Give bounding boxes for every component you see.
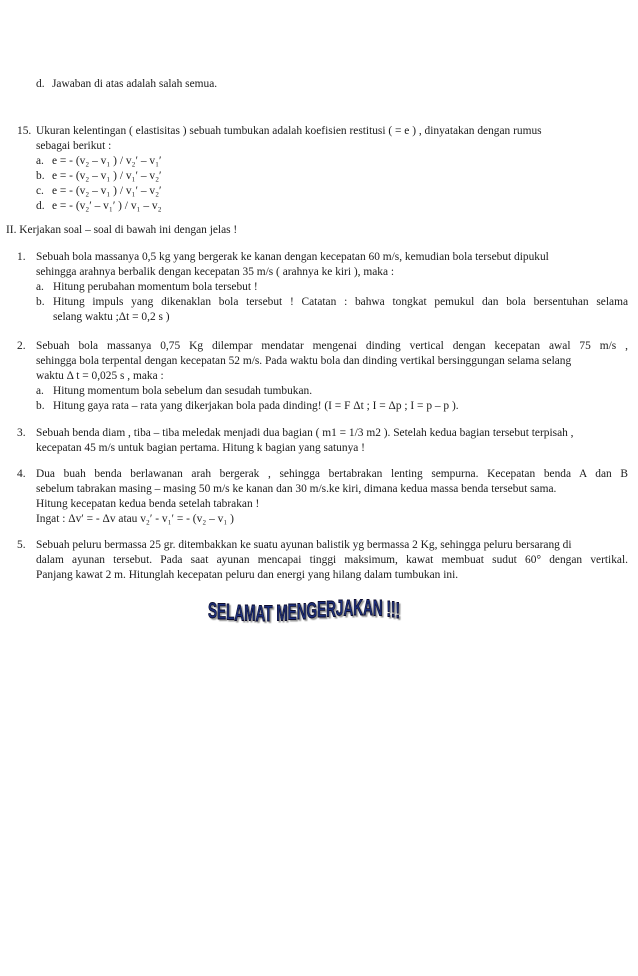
sub-question-text: selang waktu ;Δt = 0,2 s ): [53, 311, 170, 323]
option-formula: e = - (v₂ – v₁ ) / v₁′ – v₂′: [52, 170, 162, 182]
question-number: 1.: [17, 251, 26, 263]
option-letter: a.: [36, 155, 44, 167]
option-letter: d.: [36, 200, 45, 212]
option-letter: c.: [36, 185, 44, 197]
q15-option-c: [36, 184, 162, 199]
section-heading: II. Kerjakan soal – soal di bawah ini dengan jelas !: [6, 224, 238, 236]
question-text-line: sebagai berikut :: [36, 140, 112, 152]
q15-option-d: [36, 199, 162, 214]
question-number: 5.: [17, 539, 26, 551]
question-text-line: Dua buah benda berlawanan arah bergerak , sehingga bertabrakan lenting sempurna. Kecepatan benda A dan B: [36, 468, 628, 480]
sub-question-text: Hitung gaya rata – rata yang dikerjakan bola pada dinding! (I = F Δt ; I = Δp ; I = p – p ).: [53, 400, 459, 412]
q14-option-d: [36, 77, 218, 92]
sub-letter: a.: [36, 281, 44, 293]
option-letter: d.: [36, 78, 45, 90]
question-text-line: Ukuran kelentingan ( elastisitas ) sebuah tumbukan adalah koefisien restitusi ( = e ) , dinyatakan dengan rumus: [36, 125, 542, 137]
question-text-line: sehingga arahnya berbalik dengan kecepatan 35 m/s ( arahnya ke kiri ), maka :: [36, 266, 395, 278]
option-text: Jawaban di atas adalah salah semua.: [52, 78, 218, 90]
question-number: 3.: [17, 427, 26, 439]
q15-option-a: [36, 154, 162, 169]
question-text-line: Sebuah bola massanya 0,5 kg yang bergerak ke kanan dengan kecepatan 60 m/s, kemudian bola tersebut dipukul: [36, 251, 549, 263]
sub-question-text: Hitung perubahan momentum bola tersebut !: [53, 281, 258, 293]
option-letter: b.: [36, 170, 45, 182]
option-formula: e = - (v₂ – v₁ ) / v₂′ – v₁′: [52, 155, 162, 167]
option-formula: e = - (v₂ – v₁ ) / v₁′ – v₂′: [52, 185, 162, 197]
q15-option-b: [36, 169, 162, 184]
question-text-line: sehingga bola terpental dengan kecepatan 52 m/s. Pada waktu bola dan dinding vertikal bersinggungan selama selang: [36, 355, 572, 367]
sub-letter: a.: [36, 385, 44, 397]
question-text-line: Sebuah peluru bermassa 25 gr. ditembakkan ke suatu ayunan balistik yg bermassa 2 Kg, sehingga peluru bersarang di: [36, 539, 572, 551]
question-text-line: kecepatan 45 m/s untuk bagian pertama. Hitung k bagian yang satunya !: [36, 442, 365, 454]
sub-letter: b.: [36, 296, 45, 308]
question-text-line: Panjang kawat 2 m. Hitunglah kecepatan peluru dan energi yang hilang dalam tumbukan ini.: [36, 569, 459, 581]
closing-banner: [204, 592, 404, 628]
question-text-line: sebelum tabrakan masing – masing 50 m/s ke kanan dan 30 m/s.ke kiri, dimana kedua massa benda tersebut sama.: [36, 483, 557, 495]
question-text-line: waktu Δ t = 0,025 s , maka :: [36, 370, 164, 382]
formula-hint: Ingat : Δv′ = - Δv atau v₂′ - v₁′ = - (v₂ – v₁ ): [36, 513, 234, 525]
banner-text: SELAMAT MENGERJAKAN !!!: [208, 595, 403, 626]
sub-question-text: Hitung impuls yang dikenaklan bola tersebut ! Catatan : bahwa tongkat pemukul dan bola bersentuhan selama: [53, 296, 628, 308]
option-formula: e = - (v₂′ – v₁′ ) / v₁ – v₂: [52, 200, 162, 212]
question-number: 2.: [17, 340, 26, 352]
sub-question-text: Hitung momentum bola sebelum dan sesudah tumbukan.: [53, 385, 313, 397]
question-text-line: Sebuah bola massanya 0,75 Kg dilempar mendatar mengenai dinding vertical dengan kecepatan awal 75 m/s ,: [36, 340, 628, 352]
question-text-line: Hitung kecepatan kedua benda setelah tabrakan !: [36, 498, 260, 510]
question-text-line: Sebuah benda diam , tiba – tiba meledak menjadi dua bagian ( m1 = 1/3 m2 ). Setelah kedua bagian tersebut terpisah ,: [36, 427, 574, 439]
question-number: 4.: [17, 468, 26, 480]
sub-letter: b.: [36, 400, 45, 412]
question-number: 15.: [17, 125, 32, 137]
question-text-line: dalam ayunan tersebut. Pada saat ayunan mencapai tinggi maksimum, kawat membuat sudut 60° dengan vertikal.: [36, 554, 628, 566]
